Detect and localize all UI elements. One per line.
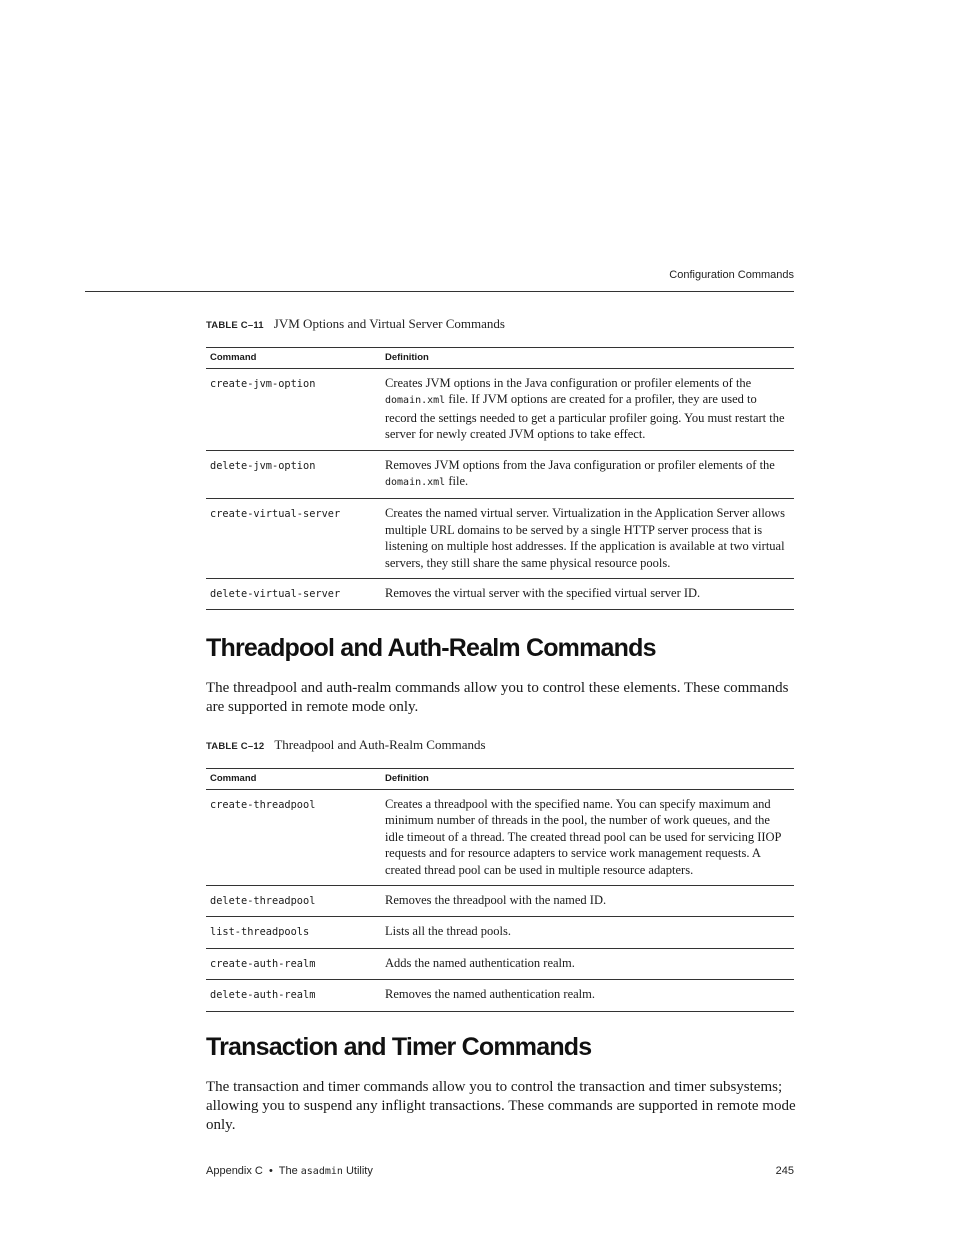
footer-code: asadmin: [300, 1166, 343, 1177]
inline-code: domain.xml: [385, 477, 446, 489]
definition-cell: Removes the virtual server with the specified virtual server ID.: [385, 586, 701, 601]
definition-text: Removes JVM options from the Java configuration or profiler elements of the: [385, 457, 775, 472]
header-rule: [85, 291, 794, 292]
table-title: Threadpool and Auth-Realm Commands: [274, 737, 486, 752]
command-cell: create-auth-realm: [210, 957, 316, 970]
command-cell: list-threadpools: [210, 926, 310, 939]
section-intro-threadpool: The threadpool and auth-realm commands allow you to control these elements. These commands are supported in remote mode only.: [206, 680, 789, 715]
table-header-row: [206, 348, 794, 369]
table-c11-caption: [206, 316, 794, 332]
definition-text: file.: [445, 474, 469, 489]
definition-cell: Removes the named authentication realm.: [385, 987, 595, 1002]
table-number: TABLE C–11: [206, 320, 264, 331]
table-row: [206, 790, 794, 886]
table-row: [206, 980, 794, 1011]
definition-text: file. If JVM options are created for a profiler, they are used to record the settings needed to get a particular profiler going. You must restart the server for newly created JVM options to take effect.: [385, 392, 785, 442]
table-c11: [206, 347, 794, 610]
definition-cell: Creates a threadpool with the specified name. You can specify maximum and minimum number of threads in the pool, the number of work queues, and the idle timeout of a thread. The created thread pool can be used for servicing IIOP requests and for resource adapters to service work management requests. A created thread pool can be used in multiple resource adapters.: [385, 797, 782, 877]
table-row: [206, 948, 794, 979]
column-header-command: Command: [210, 352, 257, 363]
table-row: [206, 886, 794, 917]
running-header: Configuration Commands: [669, 269, 794, 281]
table-title: JVM Options and Virtual Server Commands: [273, 316, 505, 331]
page-footer: [206, 1165, 373, 1177]
section-heading-transaction: Transaction and Timer Commands: [206, 1033, 592, 1061]
command-cell: delete-virtual-server: [210, 588, 341, 601]
table-header-row: [206, 769, 794, 790]
table-row: [206, 917, 794, 948]
footer-prefix: Appendix C • The: [206, 1165, 301, 1177]
table-row: [206, 499, 794, 579]
section-heading-threadpool: Threadpool and Auth-Realm Commands: [206, 634, 656, 662]
definition-text: Creates JVM options in the Java configuration or profiler elements of the: [385, 376, 752, 390]
table-row: [206, 579, 794, 610]
inline-code: domain.xml: [385, 395, 446, 407]
definition-cell: [377, 450, 794, 499]
column-header-definition: Definition: [385, 773, 429, 784]
command-cell: create-threadpool: [210, 799, 316, 811]
definition-cell: Creates the named virtual server. Virtualization in the Application Server allows multiple URL domains to be served by a single HTTP server process that is listening on multiple host addresses. If the application is available at two virtual servers, they still share the same physical resource pools.: [385, 506, 785, 570]
command-cell: delete-auth-realm: [210, 989, 316, 1002]
column-header-command: Command: [210, 773, 257, 784]
table-c12-caption: [206, 737, 794, 753]
section-intro-transaction: The transaction and timer commands allow you to control the transaction and timer subsystems; allowing you to suspend any inflight transactions. These commands are supported in remote mode only.: [206, 1079, 796, 1133]
table-row: [206, 450, 794, 499]
table-row: [206, 369, 794, 451]
definition-cell: [377, 369, 794, 451]
table-c12: [206, 768, 794, 1012]
command-cell: delete-jvm-option: [210, 459, 316, 472]
column-header-definition: Definition: [385, 352, 429, 363]
definition-cell: Removes the threadpool with the named ID.: [385, 893, 607, 908]
table-number: TABLE C–12: [206, 741, 265, 752]
command-cell: create-jvm-option: [210, 378, 316, 390]
definition-cell: Lists all the thread pools.: [385, 924, 512, 939]
command-cell: create-virtual-server: [210, 508, 341, 521]
page-number: 245: [775, 1165, 794, 1177]
footer-suffix: Utility: [342, 1165, 373, 1177]
command-cell: delete-threadpool: [210, 895, 316, 908]
definition-cell: Adds the named authentication realm.: [385, 955, 575, 970]
